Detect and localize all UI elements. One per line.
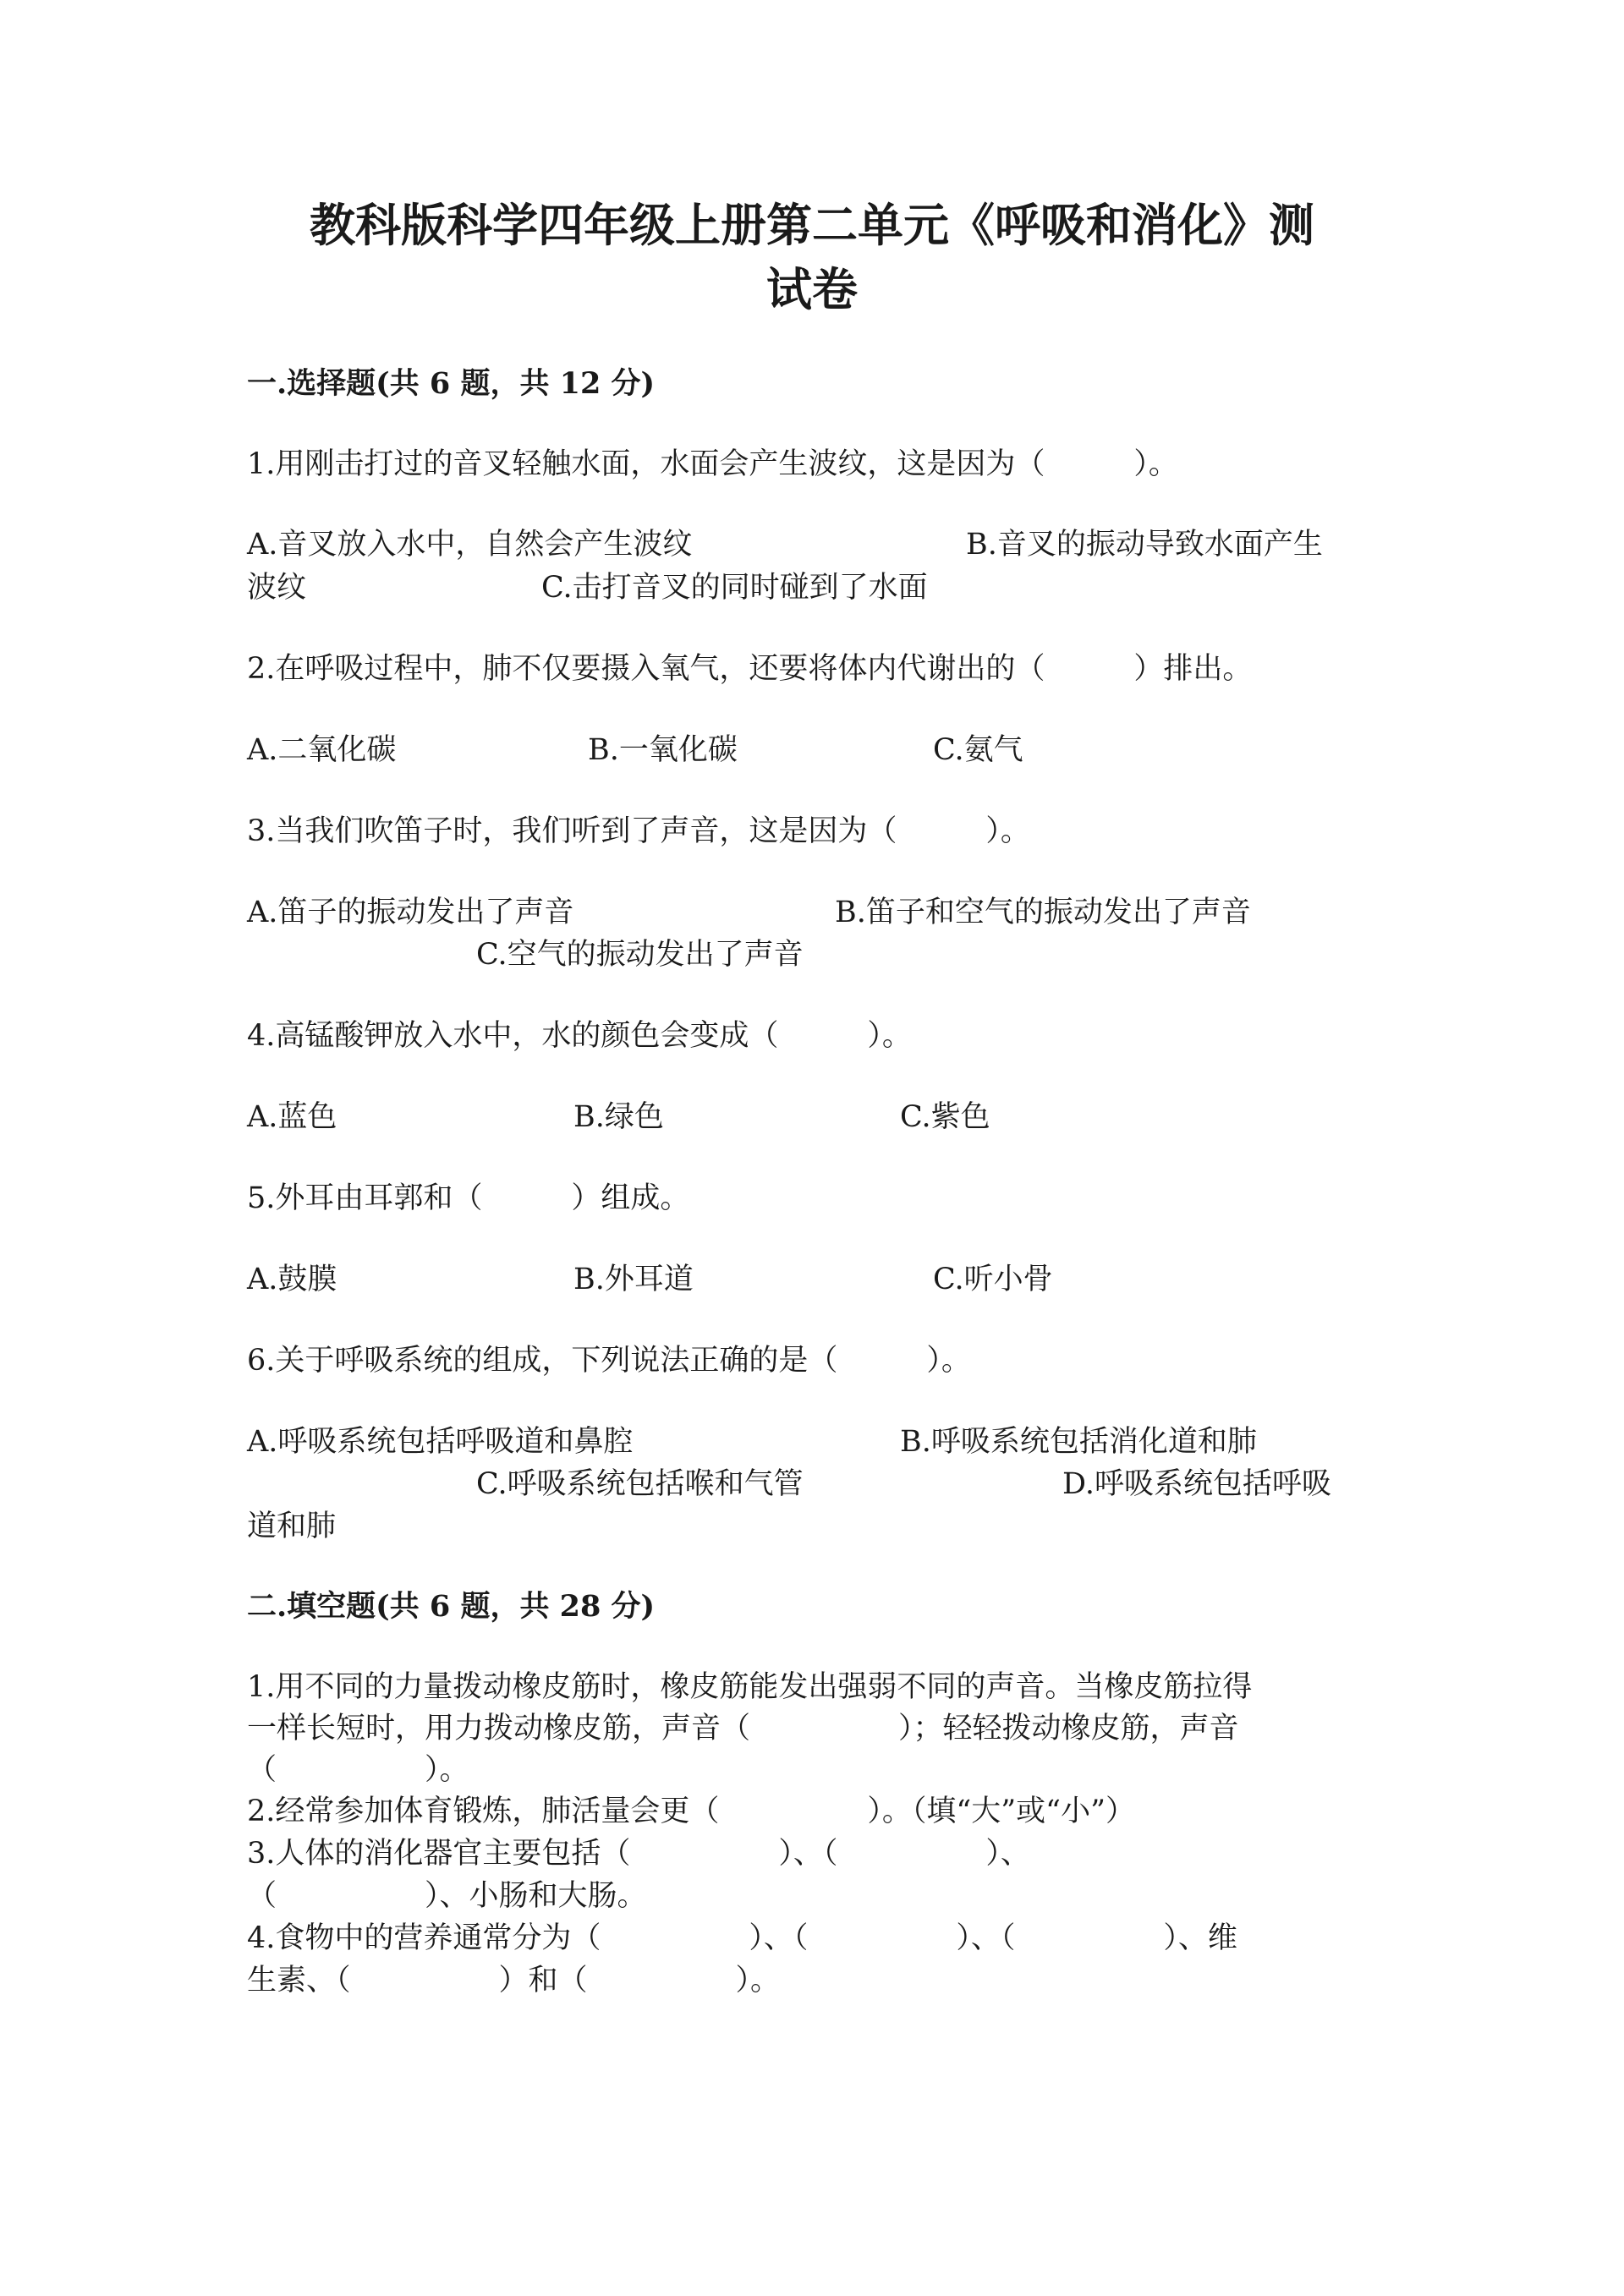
option-b: B.呼吸系统包括消化道和肺 — [900, 1425, 1257, 1459]
option-b: B.笛子和空气的振动发出了声音 — [835, 896, 1251, 929]
section-heading-fill: 二.填空题(共 6 题，共 28 分) — [247, 1589, 656, 1624]
question-stem: 5.外耳由耳郭和（ ）组成。 — [247, 1181, 690, 1215]
option-b: B.一氧化碳 — [588, 733, 738, 767]
option-b: B.绿色 — [573, 1100, 664, 1134]
question-stem: 6.关于呼吸系统的组成，下列说法正确的是（ ）。 — [247, 1344, 971, 1378]
fill-line: 一样长短时，用力拨动橡皮筋，声音（ ）；轻轻拨动橡皮筋，声音 — [247, 1712, 1239, 1745]
page-title — [203, 193, 1421, 321]
option-a: A.二氧化碳 — [247, 733, 397, 767]
fill-line: （ ）、小肠和大肠。 — [247, 1879, 647, 1913]
option-c: C.空气的振动发出了声音 — [476, 938, 804, 972]
option-d-continued: 道和肺 — [247, 1510, 337, 1543]
option-a: A.蓝色 — [247, 1100, 337, 1134]
fill-line: （ ）。 — [247, 1753, 469, 1787]
question-stem: 1.用刚击打过的音叉轻触水面，水面会产生波纹，这是因为（ ）。 — [247, 447, 1178, 481]
option-c: C.听小骨 — [933, 1263, 1053, 1296]
option-a: A.笛子的振动发出了声音 — [247, 896, 574, 929]
question-stem: 4.高锰酸钾放入水中，水的颜色会变成（ ）。 — [247, 1019, 912, 1053]
fill-line: 生素、（ ）和（ ）。 — [247, 1964, 781, 1997]
option-b-continued: 波纹 — [247, 571, 307, 605]
option-a: A.鼓膜 — [247, 1263, 337, 1296]
option-c: C.紫色 — [900, 1100, 990, 1134]
fill-line: 4.食物中的营养通常分为（ ）、（ ）、（ ）、维 — [247, 1921, 1237, 1955]
fill-line: 2.经常参加体育锻炼，肺活量会更（ ）。（填“大”或“小”） — [247, 1795, 1135, 1828]
option-c: C.氨气 — [933, 733, 1023, 767]
option-d: D.呼吸系统包括呼吸 — [1062, 1467, 1331, 1501]
option-a: A.音叉放入水中，自然会产生波纹 — [247, 528, 693, 562]
title-line-1: 教科版科学四年级上册第二单元《呼吸和消化》测 — [310, 198, 1314, 252]
section-heading-choice: 一.选择题(共 6 题，共 12 分) — [247, 366, 656, 401]
option-c: C.呼吸系统包括喉和气管 — [476, 1467, 804, 1501]
fill-line: 1.用不同的力量拨动橡皮筋时，橡皮筋能发出强弱不同的声音。当橡皮筋拉得 — [247, 1670, 1253, 1704]
question-stem: 3.当我们吹笛子时，我们听到了声音，这是因为（ ）。 — [247, 814, 1030, 848]
title-line-2: 试卷 — [766, 262, 858, 316]
question-stem: 2.在呼吸过程中，肺不仅要摄入氧气，还要将体内代谢出的（ ）排出。 — [247, 652, 1253, 686]
fill-line: 3.人体的消化器官主要包括（ ）、（ ）、 — [247, 1837, 1030, 1871]
option-a: A.呼吸系统包括呼吸道和鼻腔 — [247, 1425, 634, 1459]
option-b: B.音叉的振动导致水面产生 — [966, 528, 1323, 562]
option-b: B.外耳道 — [573, 1263, 694, 1296]
option-c: C.击打音叉的同时碰到了水面 — [541, 571, 928, 605]
